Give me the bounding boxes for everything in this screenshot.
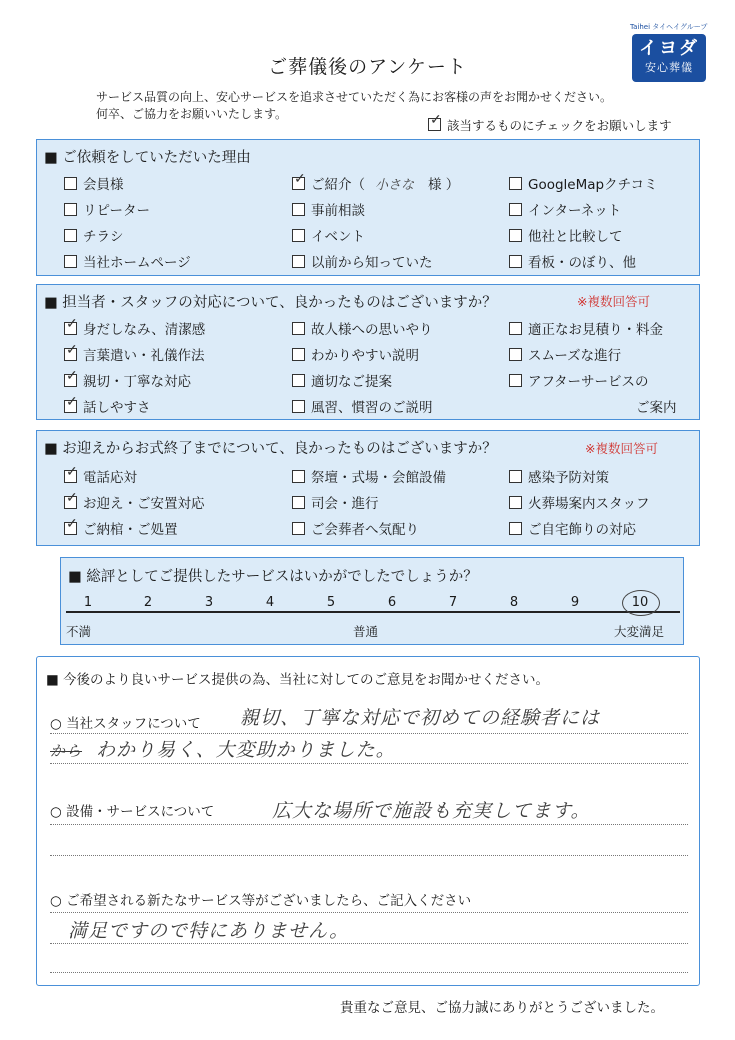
checkbox-checked[interactable]	[64, 342, 78, 361]
checkbox[interactable]	[509, 203, 522, 216]
checkbox[interactable]	[509, 522, 522, 535]
checkbox-checked[interactable]	[64, 316, 78, 335]
rating-high-label: 大変満足	[614, 624, 665, 639]
ceremony-title: ■ お迎えからお式終了までについて、良かったものはございますか？	[44, 441, 497, 457]
checkbox[interactable]	[292, 322, 305, 335]
checkbox[interactable]	[509, 177, 522, 190]
checkbox[interactable]	[509, 496, 522, 509]
checkbox-checked[interactable]	[292, 171, 306, 190]
checkbox[interactable]	[292, 255, 305, 268]
reason-signboard[interactable]: 看板・のぼり、他	[509, 251, 636, 271]
brand-group-label: Taihei タイヘイグループ	[630, 23, 708, 31]
staff-smooth[interactable]: スムーズな進行	[509, 344, 621, 364]
answer-staff-line2[interactable]: わかり易く、大変助かりました。	[96, 739, 396, 761]
checkbox[interactable]	[509, 374, 522, 387]
rating-3[interactable]: 3	[204, 595, 214, 610]
staff-multi-note: ※複数回答可	[577, 294, 650, 309]
answer-line	[50, 972, 688, 973]
staff-aftercare-cont: ご案内	[636, 400, 677, 416]
checkbox[interactable]	[292, 496, 305, 509]
answer-line	[50, 912, 688, 913]
checkbox[interactable]	[292, 522, 305, 535]
answer-staff-struck: から	[50, 742, 83, 760]
checkbox[interactable]	[509, 348, 522, 361]
reason-homepage[interactable]: 当社ホームページ	[64, 251, 191, 271]
ceremony-phone[interactable]: ✓ 電話応対	[66, 464, 137, 486]
reason-repeater[interactable]: リピーター	[64, 199, 150, 219]
rating-title: ■ 総評としてご提供したサービスはいかがでしたでしょうか？	[68, 569, 478, 585]
checkbox-checked[interactable]	[64, 464, 78, 483]
rating-scale-line	[66, 611, 680, 613]
staff-approachable[interactable]: ✓ 話しやすさ	[66, 394, 151, 416]
check-mark-icon: ✓	[66, 490, 78, 506]
checkbox[interactable]	[64, 177, 77, 190]
rating-2[interactable]: 2	[143, 595, 153, 610]
page-title: ご葬儀後のアンケート	[268, 56, 467, 78]
answer-line	[50, 733, 688, 734]
checkbox[interactable]	[509, 470, 522, 483]
checkbox-checked[interactable]	[64, 394, 78, 413]
reason-prior-consult[interactable]: 事前相談	[292, 199, 365, 219]
rating-low-label: 不満	[66, 624, 92, 639]
rating-8[interactable]: 8	[509, 595, 519, 610]
staff-appearance[interactable]: ✓ 身だしなみ、清潔感	[66, 316, 206, 338]
intro-line-2: 何卒、ご協力をお願いいたします。	[96, 107, 288, 121]
ceremony-multi-note: ※複数回答可	[585, 441, 658, 456]
reason-internet[interactable]: インターネット	[509, 199, 621, 219]
brand-logo	[632, 34, 706, 82]
rating-7[interactable]: 7	[448, 595, 458, 610]
answer-line	[50, 943, 688, 944]
rating-4[interactable]: 4	[265, 595, 275, 610]
rating-10[interactable]: 10	[631, 595, 649, 610]
check-mark-icon: ✓	[294, 171, 306, 187]
rating-selected-circle	[622, 590, 660, 616]
staff-consideration[interactable]: 故人様への思いやり	[292, 318, 433, 338]
reason-member[interactable]: 会員様	[64, 173, 124, 193]
check-mark-icon: ✓	[66, 342, 78, 358]
checkbox[interactable]	[509, 255, 522, 268]
sample-checkbox	[428, 112, 442, 131]
question-new-service: ○ ご希望される新たなサービス等がございましたら、ご記入ください	[50, 893, 472, 909]
rating-1[interactable]: 1	[83, 595, 93, 610]
checkbox[interactable]	[292, 203, 305, 216]
reason-known[interactable]: 以前から知っていた	[292, 251, 433, 271]
ceremony-home-decor[interactable]: ご自宅飾りの対応	[509, 518, 636, 538]
brand-logo-sub: 安心葬儀	[645, 61, 693, 74]
check-instruction-text: 該当するものにチェックをお願いします	[447, 118, 672, 133]
intro-line-1: サービス品質の向上、安心サービスを追求させていただく為にお客様の声をお聞かせください。	[96, 90, 613, 104]
referral-name-fill: 小さな	[375, 178, 415, 193]
checkbox-checked[interactable]	[64, 516, 78, 535]
answer-line	[50, 824, 688, 825]
rating-9[interactable]: 9	[570, 595, 580, 610]
answer-staff-line1[interactable]: 親切、丁寧な対応で初めての経験者には	[240, 707, 601, 729]
question-staff: ○ 当社スタッフについて	[50, 716, 201, 732]
staff-kindness[interactable]: ✓ 親切・丁寧な対応	[66, 368, 191, 390]
reason-flyer[interactable]: チラシ	[64, 225, 124, 245]
ceremony-pickup[interactable]: ✓ お迎え・ご安置対応	[66, 490, 205, 512]
checkbox[interactable]	[292, 348, 305, 361]
checkbox[interactable]	[64, 255, 77, 268]
ceremony-crematorium[interactable]: 火葬場案内スタッフ	[509, 492, 650, 512]
checkbox-checked[interactable]	[64, 490, 78, 509]
checkbox[interactable]	[292, 229, 305, 242]
check-mark-icon: ✓	[430, 112, 442, 128]
check-mark-icon: ✓	[66, 368, 78, 384]
reason-googlemap[interactable]: GoogleMapクチコミ	[509, 173, 658, 193]
check-mark-icon: ✓	[66, 394, 78, 410]
checkbox[interactable]	[292, 470, 305, 483]
checkbox-checked[interactable]	[64, 368, 78, 387]
checkbox[interactable]	[509, 322, 522, 335]
staff-clear-explanation[interactable]: わかりやすい説明	[292, 344, 419, 364]
question-facility: ○ 設備・サービスについて	[50, 804, 215, 820]
rating-mid-label: 普通	[353, 624, 379, 639]
brand-logo-main: イヨダ	[639, 38, 699, 59]
reason-referral[interactable]: ✓ ご紹介（ 小さな 様 ）	[294, 171, 460, 193]
reason-event[interactable]: イベント	[292, 225, 365, 245]
staff-estimate[interactable]: 適正なお見積り・料金	[509, 318, 663, 338]
checkbox[interactable]	[509, 229, 522, 242]
checkbox[interactable]	[292, 400, 305, 413]
check-mark-icon: ✓	[66, 516, 78, 532]
check-mark-icon: ✓	[66, 316, 78, 332]
staff-manners[interactable]: ✓ 言葉遣い・礼儀作法	[66, 342, 205, 364]
staff-proposal[interactable]: 適切なご提案	[292, 370, 392, 390]
answer-facility[interactable]: 広大な場所で施設も充実してます。	[272, 800, 591, 822]
answer-line	[50, 763, 688, 764]
reason-compared[interactable]: 他社と比較して	[509, 225, 623, 245]
reason-title: ■ ご依頼をしていただいた理由	[44, 150, 251, 166]
ceremony-attendee-care[interactable]: ご会葬者へ気配り	[292, 518, 419, 538]
staff-customs[interactable]: 風習、慣習のご説明	[292, 396, 433, 416]
ceremony-encoffin[interactable]: ✓ ご納棺・ご処置	[66, 516, 178, 538]
ceremony-facility[interactable]: 祭壇・式場・会館設備	[292, 466, 446, 486]
staff-title: ■ 担当者・スタッフの対応について、良かったものはございますか？	[44, 295, 497, 311]
rating-5[interactable]: 5	[326, 595, 336, 610]
staff-aftercare[interactable]: アフターサービスの	[509, 370, 649, 390]
ceremony-infection[interactable]: 感染予防対策	[509, 466, 609, 486]
checkbox[interactable]	[64, 203, 77, 216]
answer-line	[50, 855, 688, 856]
thank-you-note: 貴重なご意見、ご協力誠にありがとうございました。	[340, 1000, 664, 1016]
checkbox[interactable]	[64, 229, 77, 242]
answer-new-service[interactable]: 満足ですので特にありません。	[68, 920, 350, 942]
opinion-title: ■ 今後のより良いサービス提供の為、当社に対してのご意見をお聞かせください。	[46, 672, 550, 688]
checkbox[interactable]	[292, 374, 305, 387]
check-instruction	[428, 112, 672, 134]
check-mark-icon: ✓	[66, 464, 78, 480]
ceremony-mc[interactable]: 司会・進行	[292, 492, 379, 512]
rating-6[interactable]: 6	[387, 595, 397, 610]
